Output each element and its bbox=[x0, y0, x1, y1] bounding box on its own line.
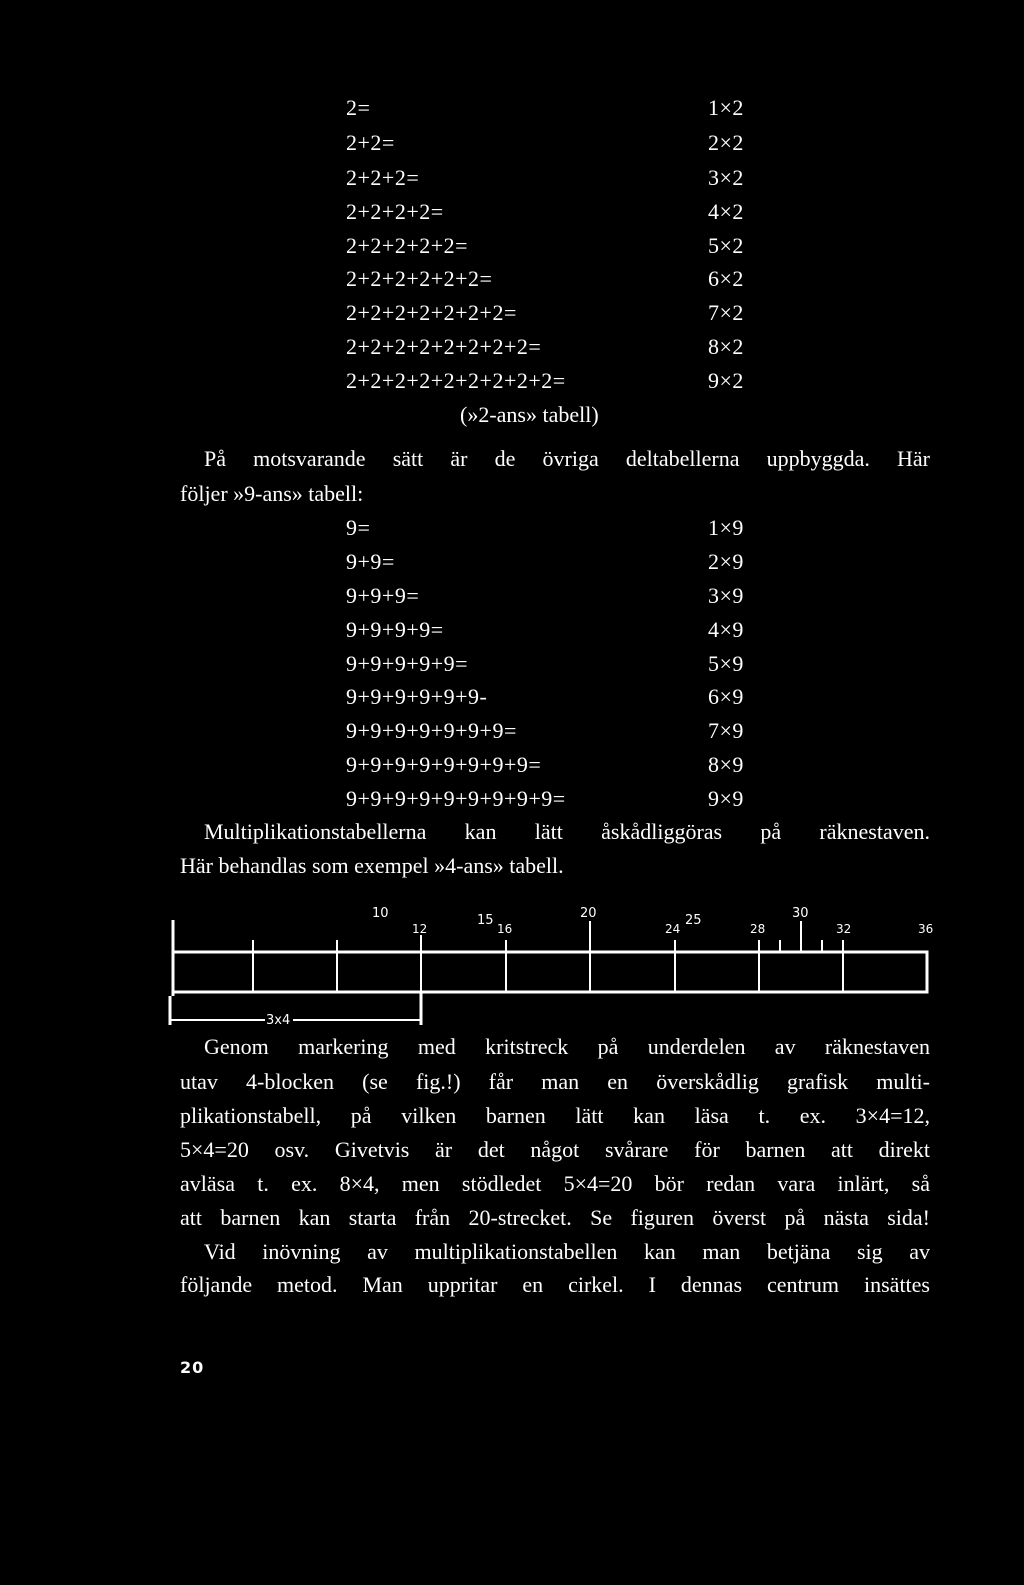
ruler-label-24: 24 bbox=[665, 922, 681, 936]
table2-product-6: 6×2 bbox=[708, 266, 744, 291]
ruler-label-25: 25 bbox=[685, 913, 702, 928]
para3-line-8: följande metod. Man uppritar en cirkel. I dennas centrum insättes bbox=[180, 1272, 930, 1297]
ruler-label-28: 28 bbox=[750, 922, 766, 936]
table2-sum-1: 2= bbox=[346, 95, 371, 120]
table9-product-4: 4×9 bbox=[708, 617, 744, 642]
table9-product-8: 8×9 bbox=[708, 752, 744, 777]
table9-product-6: 6×9 bbox=[708, 684, 744, 709]
table2-sum-8: 2+2+2+2+2+2+2+2= bbox=[346, 334, 542, 359]
page-number: 20 bbox=[180, 1358, 205, 1377]
ruler-figure bbox=[0, 895, 1024, 1035]
ruler-block-dividers bbox=[253, 952, 843, 992]
table2-product-7: 7×2 bbox=[708, 300, 744, 325]
para2-line-1: Multiplikationstabellerna kan lätt åskådliggöras på räknestaven. bbox=[204, 819, 930, 844]
table2-sum-6: 2+2+2+2+2+2= bbox=[346, 266, 493, 291]
table9-product-7: 7×9 bbox=[708, 718, 744, 743]
para2-line-2: Här behandlas som exempel »4-ans» tabell. bbox=[180, 853, 564, 878]
table2-product-3: 3×2 bbox=[708, 165, 744, 190]
table2-product-4: 4×2 bbox=[708, 199, 744, 224]
ruler-label-10: 10 bbox=[372, 906, 389, 921]
para3-line-6: att barnen kan starta från 20-strecket. Se figuren överst på nästa sida! bbox=[180, 1205, 930, 1230]
para3-line-1: Genom markering med kritstreck på underdelen av räknestaven bbox=[204, 1034, 930, 1059]
table2-sum-2: 2+2= bbox=[346, 130, 395, 155]
ruler-label-15: 15 bbox=[477, 913, 494, 928]
table2-sum-9: 2+2+2+2+2+2+2+2+2= bbox=[346, 368, 566, 393]
table9-sum-4: 9+9+9+9= bbox=[346, 617, 444, 642]
table2-product-1: 1×2 bbox=[708, 95, 744, 120]
table9-product-9: 9×9 bbox=[708, 786, 744, 811]
table2-product-5: 5×2 bbox=[708, 233, 744, 258]
table9-sum-2: 9+9= bbox=[346, 549, 395, 574]
table2-caption: (»2-ans» tabell) bbox=[460, 402, 599, 427]
table2-sum-3: 2+2+2= bbox=[346, 165, 420, 190]
ruler-label-32: 32 bbox=[836, 922, 852, 936]
para3-line-4: 5×4=20 osv. Givetvis är det något svårare för barnen att direkt bbox=[180, 1137, 930, 1162]
table2-product-2: 2×2 bbox=[708, 130, 744, 155]
para3-line-5: avläsa t. ex. 8×4, men stödledet 5×4=20 bör redan vara inlärt, så bbox=[180, 1171, 930, 1196]
table9-product-3: 3×9 bbox=[708, 583, 744, 608]
table9-product-2: 2×9 bbox=[708, 549, 744, 574]
table9-sum-8: 9+9+9+9+9+9+9+9= bbox=[346, 752, 542, 777]
para3-line-2: utav 4-blocken (se fig.!) får man en överskådlig grafisk multi- bbox=[180, 1069, 930, 1094]
table9-sum-5: 9+9+9+9+9= bbox=[346, 651, 469, 676]
para3-line-3: plikationstabell, på vilken barnen lätt kan läsa t. ex. 3×4=12, bbox=[180, 1103, 930, 1128]
table9-sum-9: 9+9+9+9+9+9+9+9+9= bbox=[346, 786, 566, 811]
bracket-label: 3x4 bbox=[266, 1013, 291, 1028]
table2-product-9: 9×2 bbox=[708, 368, 744, 393]
ruler-label-30: 30 bbox=[792, 906, 809, 921]
para3-line-7: Vid inövning av multiplikationstabellen kan man betjäna sig av bbox=[204, 1239, 930, 1264]
table9-sum-1: 9= bbox=[346, 515, 371, 540]
ruler-label-16: 16 bbox=[497, 922, 513, 936]
ruler-label-12: 12 bbox=[412, 922, 428, 936]
table9-product-1: 1×9 bbox=[708, 515, 744, 540]
table2-sum-7: 2+2+2+2+2+2+2= bbox=[346, 300, 517, 325]
table9-sum-7: 9+9+9+9+9+9+9= bbox=[346, 718, 517, 743]
table2-sum-4: 2+2+2+2= bbox=[346, 199, 444, 224]
intro-line-2: följer »9-ans» tabell: bbox=[180, 481, 364, 506]
table9-sum-6: 9+9+9+9+9+9- bbox=[346, 684, 488, 709]
table2-product-8: 8×2 bbox=[708, 334, 744, 359]
ruler-label-20: 20 bbox=[580, 906, 597, 921]
ruler-rod bbox=[173, 952, 927, 992]
ruler-label-36: 36 bbox=[918, 922, 934, 936]
table9-product-5: 5×9 bbox=[708, 651, 744, 676]
table9-sum-3: 9+9+9= bbox=[346, 583, 420, 608]
intro-line-1: På motsvarande sätt är de övriga deltabellerna uppbyggda. Här bbox=[204, 446, 930, 471]
table2-sum-5: 2+2+2+2+2= bbox=[346, 233, 469, 258]
